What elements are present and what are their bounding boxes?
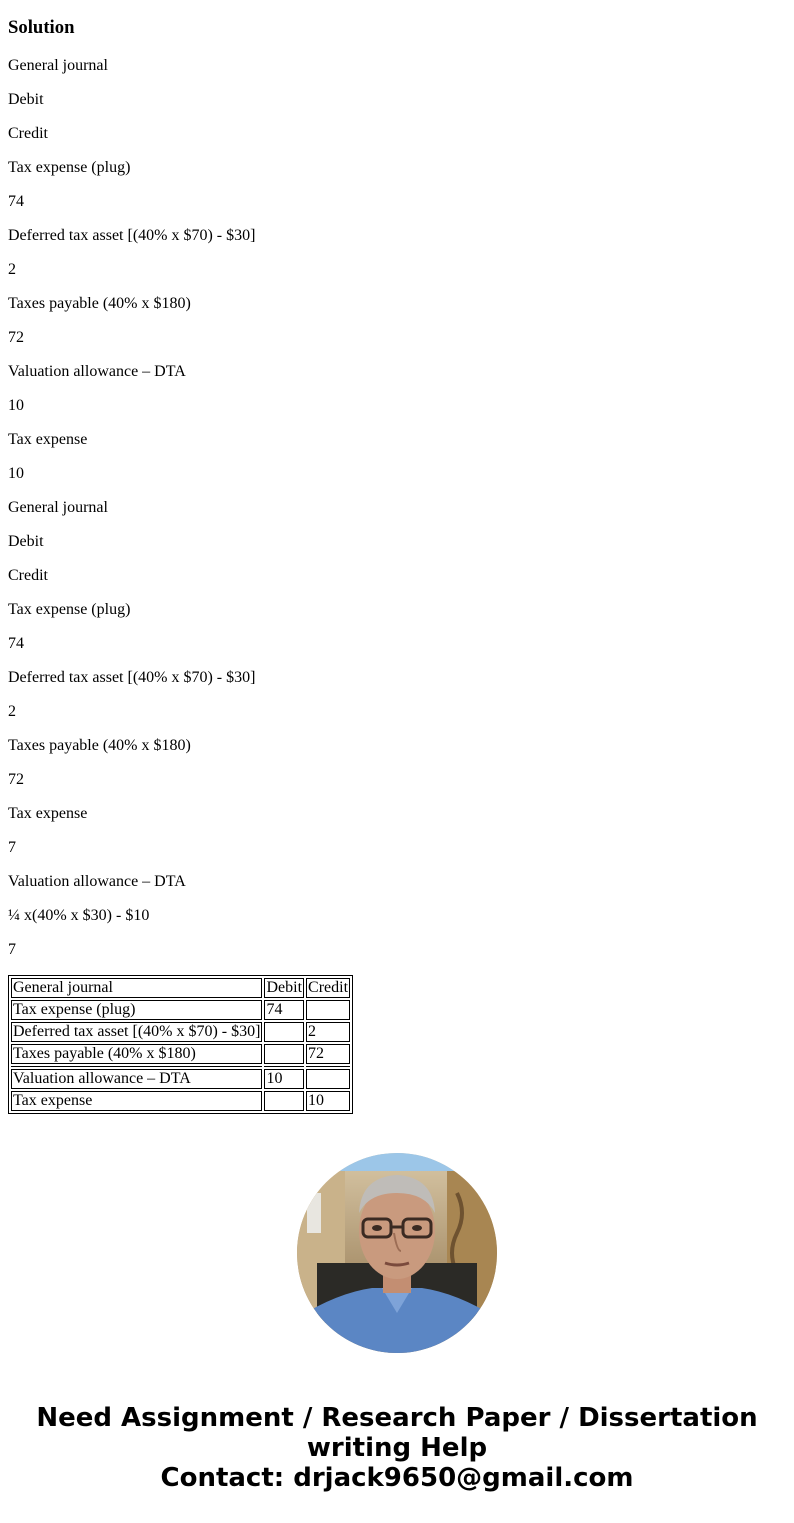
table-separator-row: [11, 1066, 350, 1067]
table-row: [11, 1044, 350, 1064]
table-row: [11, 1091, 350, 1111]
page-title: Solution: [8, 17, 75, 38]
text-line: Tax expense: [8, 805, 88, 822]
text-line: Tax expense (plug): [8, 601, 131, 618]
text-line: 74: [8, 635, 24, 652]
text-line: General journal: [8, 57, 108, 74]
text-line: Valuation allowance – DTA: [8, 363, 186, 380]
table-cell: 2: [306, 1022, 350, 1042]
text-line: 72: [8, 771, 24, 788]
table-cell: Deferred tax asset [(40% x $70) - $30]: [13, 1023, 261, 1040]
text-line: Credit: [8, 125, 48, 142]
avatar-portrait-image: [297, 1153, 497, 1353]
contact-banner: [0, 1403, 794, 1493]
table-cell: Tax expense: [11, 1091, 262, 1111]
table-cell: 72: [306, 1044, 350, 1064]
table-cell: 10: [264, 1069, 304, 1089]
table-cell: [306, 1000, 350, 1020]
text-line: 7: [8, 941, 16, 958]
text-line: Deferred tax asset [(40% x $70) - $30]: [8, 227, 256, 244]
table-row: [11, 1000, 350, 1020]
text-line: Deferred tax asset [(40% x $70) - $30]: [8, 669, 256, 686]
table-cell: Valuation allowance – DTA: [11, 1069, 262, 1089]
table-cell: [264, 1091, 304, 1111]
text-line: Credit: [8, 567, 48, 584]
table-header-row: [11, 978, 350, 998]
table-cell: 74: [264, 1000, 304, 1020]
text-line: 74: [8, 193, 24, 210]
table-separator-cell: [11, 1066, 262, 1067]
text-line: Debit: [8, 91, 44, 108]
text-line: ¼ x(40% x $30) - $10: [8, 907, 150, 924]
table-header-cell: Debit: [266, 979, 303, 996]
table-row: [11, 1022, 350, 1042]
text-line: Tax expense: [8, 431, 88, 448]
table-header-cell: Credit: [308, 979, 349, 996]
banner-line: writing Help: [306, 1433, 488, 1463]
text-line: Taxes payable (40% x $180): [8, 295, 191, 312]
text-line: 72: [8, 329, 24, 346]
journal-text-lines: [8, 56, 255, 974]
table-cell: Tax expense (plug): [11, 1000, 262, 1020]
text-line: 2: [8, 261, 16, 278]
table-header-cell: General journal: [11, 978, 262, 998]
table-separator-cell: [264, 1066, 304, 1067]
author-avatar: [297, 1153, 497, 1353]
journal-table: [8, 975, 353, 1114]
text-line: General journal: [8, 499, 108, 516]
text-line: Debit: [8, 533, 44, 550]
text-line: 10: [8, 465, 24, 482]
text-line: 7: [8, 839, 16, 856]
banner-line: Need Assignment / Research Paper / Dissertation: [36, 1403, 758, 1433]
table-cell: [264, 1022, 304, 1042]
text-line: Valuation allowance – DTA: [8, 873, 186, 890]
text-line: 2: [8, 703, 16, 720]
table-cell: 10: [306, 1091, 350, 1111]
table-cell: [306, 1069, 350, 1089]
table-row: [11, 1069, 350, 1089]
text-line: Tax expense (plug): [8, 159, 131, 176]
table-cell: Taxes payable (40% x $180): [11, 1044, 262, 1064]
text-line: 10: [8, 397, 24, 414]
contact-email: Contact: drjack9650@gmail.com: [160, 1463, 634, 1493]
table-cell: [264, 1044, 304, 1064]
table-separator-cell: [306, 1066, 350, 1067]
text-line: Taxes payable (40% x $180): [8, 737, 191, 754]
